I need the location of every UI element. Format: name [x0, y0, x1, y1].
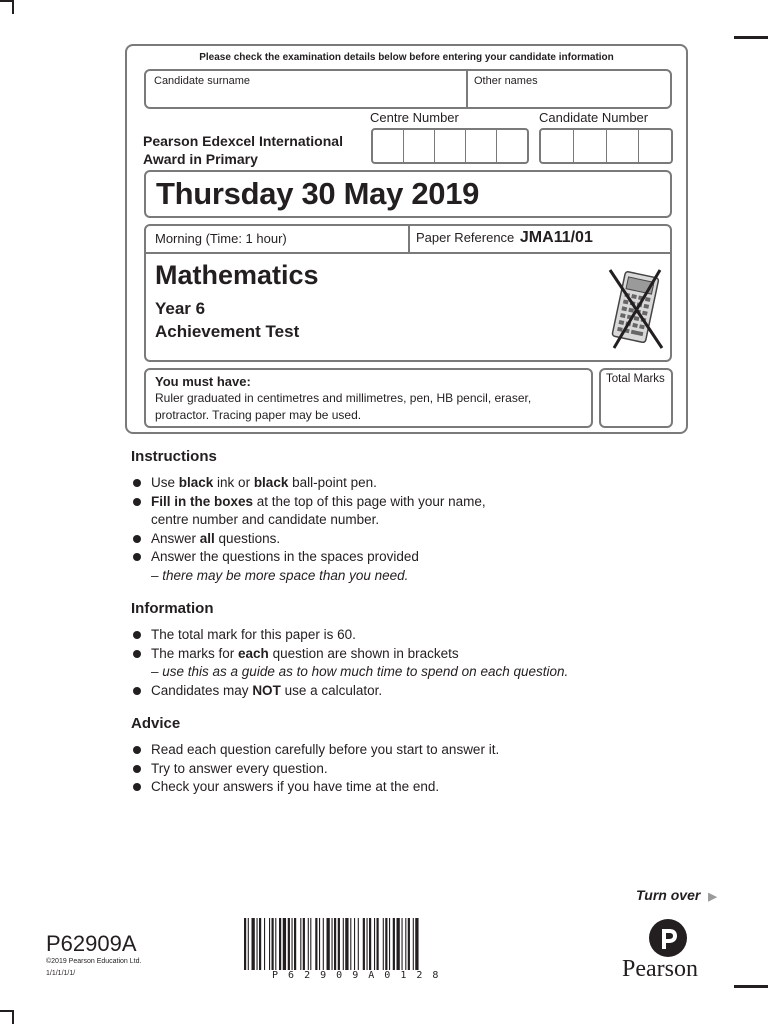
- candidate-surname-label: Candidate surname: [154, 75, 251, 87]
- list-item: Use black ink or black ball-point pen.: [131, 474, 486, 493]
- total-marks-label: Total Marks: [606, 373, 665, 385]
- barcode-bar: [367, 918, 368, 970]
- paper-details-box: [144, 224, 672, 362]
- exam-date: Thursday 30 May 2019: [156, 176, 480, 211]
- barcode-bar: [402, 918, 403, 970]
- candidate-surname-field[interactable]: [146, 71, 468, 107]
- information-list: [131, 626, 568, 700]
- barcode-bar: [338, 918, 340, 970]
- barcode-bar: [369, 918, 371, 970]
- turn-over-label: Turn over: [636, 887, 701, 903]
- barcode-bar: [343, 918, 344, 970]
- copyright: ©2019 Pearson Education Ltd.: [46, 958, 142, 965]
- must-have-line-2: protractor. Tracing paper may be used.: [155, 408, 362, 422]
- total-marks-box[interactable]: [599, 368, 673, 428]
- barcode-bar: [350, 918, 351, 970]
- advice-list: [131, 741, 499, 797]
- publisher-name: Pearson: [622, 956, 698, 982]
- barcode-bar: [377, 918, 379, 970]
- list-item: Answer the questions in the spaces provided – there may be more space than you need.: [131, 548, 486, 585]
- barcode-bar: [332, 918, 333, 970]
- print-code: 1/1/1/1/1/: [46, 970, 76, 977]
- other-names-label: Other names: [474, 75, 538, 87]
- award-line-1: Pearson Edexcel International: [143, 133, 343, 149]
- barcode-bar: [310, 918, 311, 970]
- paper-reference: [416, 229, 593, 247]
- session-row: [146, 226, 670, 254]
- barcode: [244, 918, 502, 970]
- year-label: Year 6: [155, 299, 206, 318]
- barcode-bar: [415, 918, 418, 970]
- barcode-bar: [259, 918, 261, 970]
- candidate-name-box: [144, 69, 672, 109]
- barcode-bars: [244, 918, 502, 970]
- barcode-bar: [244, 918, 246, 970]
- barcode-text: P 6 2 9 0 9 A 0 1 2 8: [272, 970, 441, 981]
- advice-heading: Advice: [131, 715, 181, 732]
- paper-code: P62909A: [46, 931, 137, 956]
- list-item: Try to answer every question.: [131, 760, 499, 779]
- barcode-bar: [354, 918, 355, 970]
- barcode-bar: [257, 918, 258, 970]
- instructions-list: [131, 474, 486, 585]
- barcode-bar: [383, 918, 384, 970]
- barcode-bar: [300, 918, 301, 970]
- barcode-bar: [374, 918, 375, 970]
- barcode-bar: [345, 918, 348, 970]
- barcode-bar: [283, 918, 286, 970]
- play-arrow-icon: ▶: [708, 891, 717, 903]
- paper-reference-label: Paper Reference: [416, 230, 515, 245]
- centre-number-input[interactable]: [371, 128, 529, 164]
- list-item: Answer all questions.: [131, 530, 486, 549]
- turn-over: [636, 887, 717, 903]
- header-note: Please check the examination details below before entering your candidate information: [199, 52, 614, 63]
- barcode-bar: [275, 918, 276, 970]
- award-title: [143, 132, 343, 168]
- barcode-bar: [308, 918, 309, 970]
- barcode-bar: [269, 918, 270, 970]
- list-item: Read each question carefully before you start to answer it.: [131, 741, 499, 760]
- barcode-bar: [327, 918, 330, 970]
- barcode-bar: [248, 918, 249, 970]
- barcode-bar: [288, 918, 290, 970]
- barcode-bar: [319, 918, 320, 970]
- candidate-details-card: [125, 44, 688, 434]
- crop-mark: [734, 985, 768, 988]
- barcode-bar: [272, 918, 274, 970]
- barcode-bar: [393, 918, 395, 970]
- candidate-number-input[interactable]: [539, 128, 673, 164]
- other-names-field[interactable]: [468, 71, 670, 107]
- barcode-bar: [363, 918, 365, 970]
- barcode-bar: [303, 918, 305, 970]
- barcode-bar: [389, 918, 390, 970]
- test-name: Achievement Test: [155, 322, 300, 341]
- pearson-logo-icon: [648, 918, 688, 958]
- calculator-crossed-icon: [604, 266, 666, 352]
- barcode-bar: [408, 918, 410, 970]
- list-item: Check your answers if you have time at the end.: [131, 778, 499, 797]
- barcode-bar: [413, 918, 414, 970]
- paper-reference-code: JMA11/01: [519, 229, 593, 246]
- subject-title: Mathematics: [155, 260, 319, 290]
- list-item: The marks for each question are shown in brackets – use this as a guide as to how much time to spend on each question.: [131, 645, 568, 682]
- barcode-bar: [294, 918, 296, 970]
- list-item: Candidates may NOT use a calculator.: [131, 682, 568, 701]
- barcode-bar: [315, 918, 317, 970]
- information-heading: Information: [131, 600, 214, 617]
- barcode-bar: [358, 918, 359, 970]
- award-line-2: Award in Primary: [143, 151, 258, 167]
- instructions-heading: Instructions: [131, 448, 217, 465]
- session-time: Morning (Time: 1 hour): [155, 231, 287, 246]
- crop-mark: [12, 0, 14, 14]
- crop-mark: [12, 1010, 14, 1024]
- barcode-bar: [323, 918, 324, 970]
- must-have-box: [144, 368, 593, 428]
- barcode-bar: [334, 918, 336, 970]
- barcode-bar: [405, 918, 406, 970]
- barcode-bar: [252, 918, 255, 970]
- centre-number-label: Centre Number: [370, 110, 459, 125]
- barcode-bar: [264, 918, 265, 970]
- barcode-bar: [397, 918, 400, 970]
- barcode-bar: [385, 918, 387, 970]
- candidate-number-label: Candidate Number: [539, 110, 649, 125]
- exam-date-box: [144, 170, 672, 218]
- must-have-line-1: Ruler graduated in centimetres and millimetres, pen, HB pencil, eraser,: [155, 391, 532, 405]
- must-have-title: You must have:: [155, 374, 251, 389]
- list-item: The total mark for this paper is 60.: [131, 626, 568, 645]
- barcode-bar: [279, 918, 281, 970]
- crop-mark: [734, 36, 768, 39]
- barcode-bar: [292, 918, 293, 970]
- list-item: Fill in the boxes at the top of this page with your name, centre number and candidate number.: [131, 493, 486, 530]
